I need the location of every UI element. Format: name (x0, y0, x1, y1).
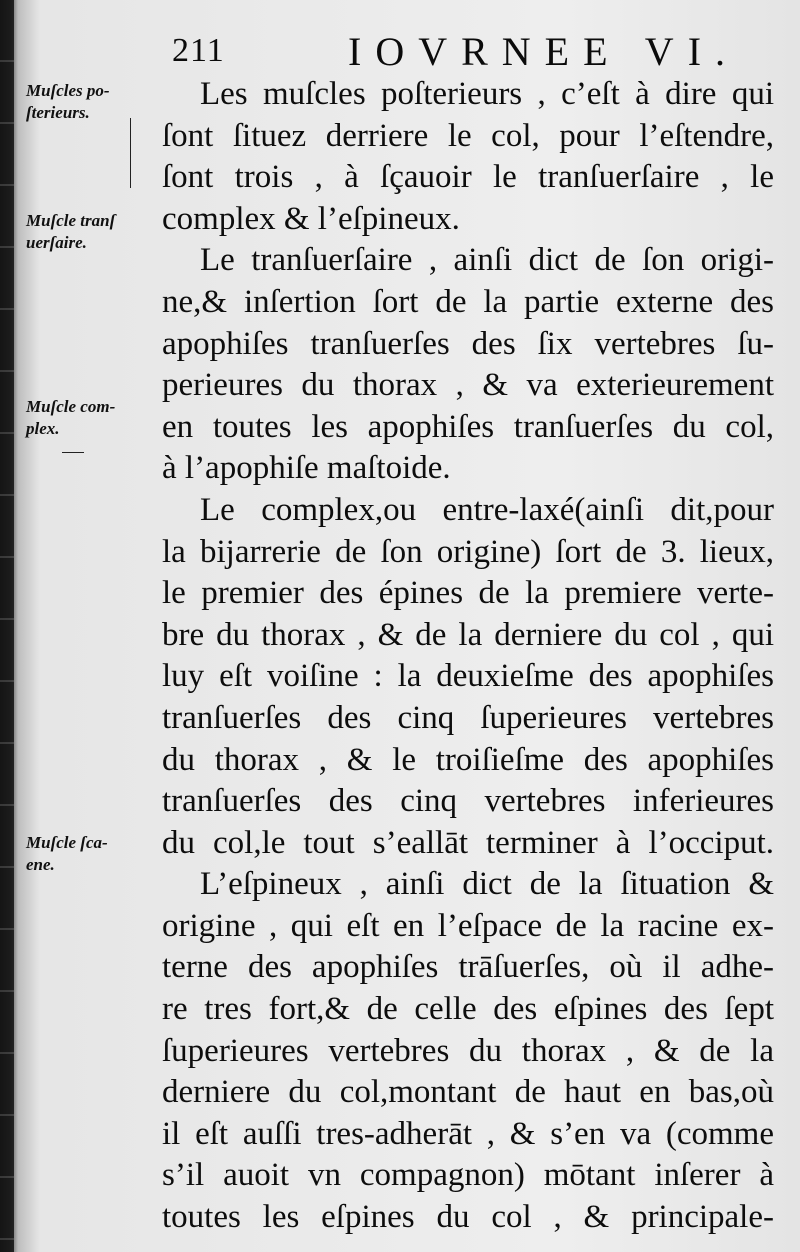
marginal-note (26, 80, 160, 124)
marginal-note-line: ſterieurs. (26, 103, 90, 122)
text-line: le premier des épines de la premiere verte- (162, 575, 774, 612)
text-line: re tres fort,& de celle des eſpines des ſept (162, 991, 774, 1028)
text-line: terne des apophiſes trāſuerſes, où il adhe- (162, 949, 774, 986)
marginal-note-line: Muſcle ſca- (26, 833, 108, 852)
marginal-rule (62, 452, 84, 453)
text-line: toutes les eſpines du col , & principale- (162, 1199, 774, 1236)
marginal-note-line: Muſcle tranſ (26, 211, 116, 230)
text-line: perieures du thorax , & va exterieurement (162, 367, 774, 404)
text-line: origine , qui eſt en l’eſpace de la racine ex- (162, 907, 774, 944)
text-line: bre du thorax , & de la derniere du col , qui (162, 616, 774, 653)
text-line: apophiſes tranſuerſes des ſix vertebres ſu- (162, 325, 774, 362)
text-line: la bijarrerie de ſon origine) ſort de 3. lieux, (162, 533, 774, 570)
text-line: en toutes les apophiſes tranſuerſes du col, (162, 408, 774, 445)
text-line: ſont trois , à ſçauoir le tranſuerſaire , le (162, 159, 774, 196)
text-line: il eſt auſſi tres-adherāt , & s’en va (comme (162, 1115, 774, 1152)
text-line: complex & l’eſpineux. (162, 200, 460, 237)
text-line: tranſuerſes des cinq vertebres inferieures (162, 783, 774, 820)
text-line: ne,& inſertion ſort de la partie externe des (162, 283, 774, 320)
text-line: du col,le tout s’eallāt terminer à l’occiput. (162, 824, 774, 861)
text-line: tranſuerſes des cinq ſuperieures vertebres (162, 699, 774, 736)
text-line: ſuperieures vertebres du thorax , & de la (162, 1032, 774, 1069)
text-line: Le tranſuerſaire , ainſi dict de ſon origi- (200, 242, 774, 279)
text-line: Le complex,ou entre-laxé(ainſi dit,pour (200, 491, 774, 528)
binding-gutter (0, 0, 14, 1252)
marginal-note (26, 832, 160, 876)
marginal-note-line: ene. (26, 855, 55, 874)
running-head: IOVRNEE VI. (348, 29, 740, 74)
text-line: L’eſpineux , ainſi dict de la ſituation & (200, 866, 774, 903)
text-line: à l’apophiſe maſtoide. (162, 450, 451, 487)
page-number: 211 (172, 32, 225, 69)
marginal-note (26, 210, 160, 254)
marginal-note-line: uerſaire. (26, 233, 87, 252)
text-line: Les muſcles poſterieurs , c’eſt à dire qui (200, 76, 774, 112)
marginal-rule (130, 118, 131, 188)
text-line: luy eſt voiſine : la deuxieſme des apophiſes (162, 658, 774, 695)
body-text (162, 74, 774, 1239)
marginal-note-line: Muſcle com- (26, 397, 116, 416)
text-line: s’il auoit vn compagnon) mōtant inſerer à (162, 1157, 774, 1194)
text-line: ſont ſituez derriere le col, pour l’eſtendre, (162, 117, 774, 154)
text-line: derniere du col,montant de haut en bas,où (162, 1074, 774, 1111)
text-line: du thorax , & le troiſieſme des apophiſes (162, 741, 774, 778)
page-header (172, 28, 772, 72)
marginal-note (26, 396, 160, 440)
marginal-note-line: plex. (26, 419, 60, 438)
marginal-note-line: Muſcles po- (26, 81, 110, 100)
